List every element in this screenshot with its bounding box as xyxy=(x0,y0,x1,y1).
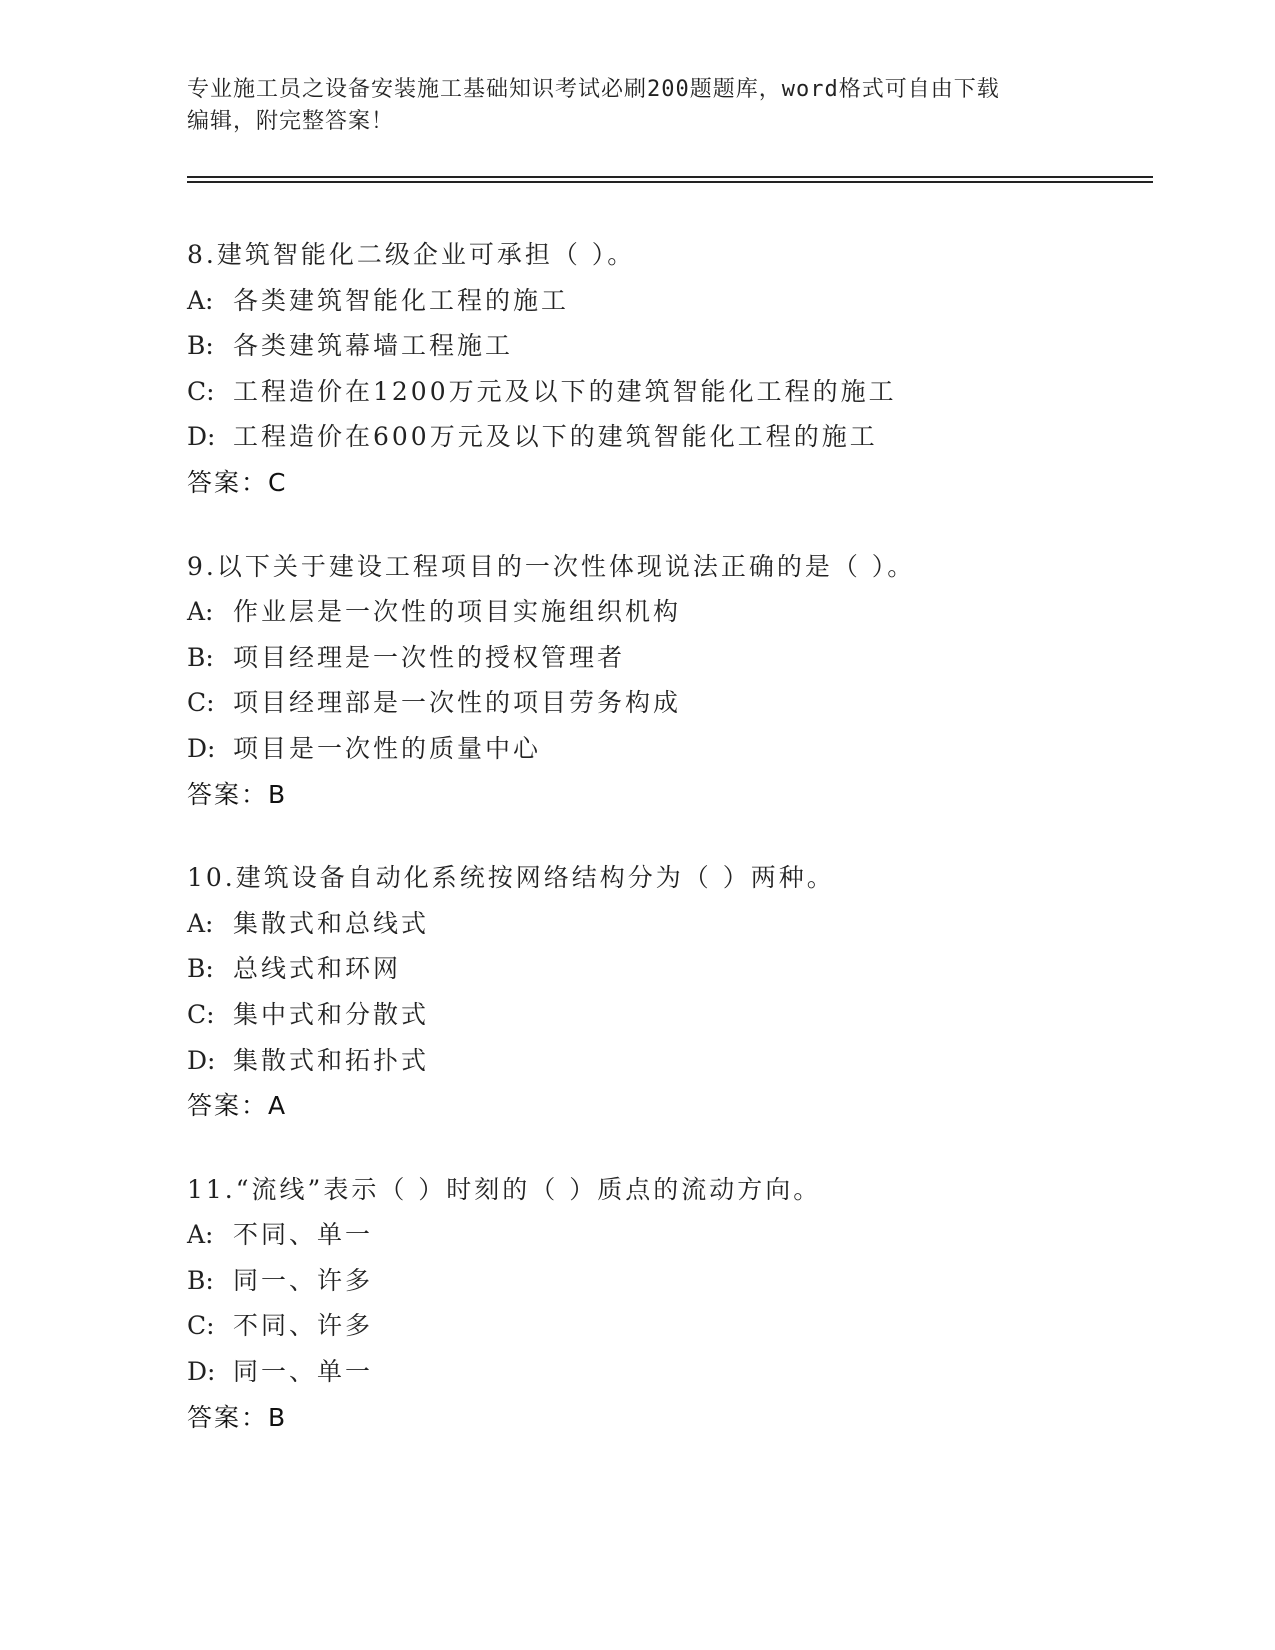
option-b xyxy=(187,946,1187,992)
question-stem: 10.建筑设备自动化系统按网络结构分为（ ）两种。 xyxy=(187,863,835,893)
header-divider-top xyxy=(187,176,1153,178)
option-c xyxy=(187,680,1187,726)
option-letter: A: xyxy=(187,285,214,315)
option-text: 同一、单一 xyxy=(233,1357,374,1387)
answer-line: 答案：B xyxy=(187,1402,288,1432)
option-letter: C: xyxy=(187,376,215,406)
option-c xyxy=(187,992,1187,1038)
question-stem: 9.以下关于建设工程项目的一次性体现说法正确的是（ ）。 xyxy=(187,551,916,581)
option-d xyxy=(187,1349,1187,1395)
option-text: 集散式和总线式 xyxy=(233,908,430,938)
option-text: 项目经理是一次性的授权管理者 xyxy=(233,642,626,672)
option-d xyxy=(187,726,1187,772)
question-list xyxy=(187,232,1187,1478)
header-title-line-1: 专业施工员之设备安装施工基础知识考试必刷200题题库，word格式可自由下载 xyxy=(187,77,1000,102)
question-item xyxy=(187,232,1187,506)
option-c xyxy=(187,369,1187,415)
answer-line: 答案：C xyxy=(187,467,288,497)
option-text: 集散式和拓扑式 xyxy=(233,1045,430,1075)
option-a xyxy=(187,278,1187,324)
answer-line: 答案：A xyxy=(187,1091,288,1121)
option-letter: D: xyxy=(187,1045,216,1075)
option-letter: A: xyxy=(187,597,214,627)
option-text: 工程造价在600万元及以下的建筑智能化工程的施工 xyxy=(233,422,878,452)
option-text: 项目经理部是一次性的项目劳务构成 xyxy=(233,688,682,718)
option-a xyxy=(187,589,1187,635)
question-stem: 8.建筑智能化二级企业可承担（ ）。 xyxy=(187,240,636,269)
option-b xyxy=(187,635,1187,681)
option-text: 不同、许多 xyxy=(233,1311,374,1341)
option-text: 集中式和分散式 xyxy=(233,999,430,1029)
question-stem: 11.“流线”表示（ ）时刻的（ ）质点的流动方向。 xyxy=(187,1174,822,1204)
header-title-line-2: 编辑，附完整答案！ xyxy=(187,109,395,134)
option-d xyxy=(187,1038,1187,1084)
option-text: 项目是一次性的质量中心 xyxy=(233,733,542,763)
option-letter: B: xyxy=(187,1265,214,1295)
option-text: 各类建筑智能化工程的施工 xyxy=(233,285,570,315)
header-divider-bottom xyxy=(187,181,1153,183)
option-letter: C: xyxy=(187,688,215,718)
document-header xyxy=(187,74,1087,138)
option-text: 工程造价在1200万元及以下的建筑智能化工程的施工 xyxy=(233,376,897,406)
option-text: 不同、单一 xyxy=(233,1220,374,1250)
option-letter: A: xyxy=(187,908,214,938)
option-text: 各类建筑幕墙工程施工 xyxy=(233,331,514,361)
option-letter: B: xyxy=(187,642,214,672)
option-a xyxy=(187,1212,1187,1258)
option-letter: B: xyxy=(187,331,214,361)
option-letter: B: xyxy=(187,954,214,984)
option-letter: D: xyxy=(187,733,216,763)
option-letter: A: xyxy=(187,1220,214,1250)
question-item xyxy=(187,544,1187,818)
option-text: 同一、许多 xyxy=(233,1265,374,1295)
option-text: 作业层是一次性的项目实施组织机构 xyxy=(233,597,682,627)
option-b xyxy=(187,323,1187,369)
option-letter: C: xyxy=(187,999,215,1029)
option-a xyxy=(187,901,1187,947)
option-d xyxy=(187,414,1187,460)
answer-line: 答案：B xyxy=(187,779,288,809)
question-item xyxy=(187,855,1187,1129)
option-c xyxy=(187,1303,1187,1349)
question-item xyxy=(187,1167,1187,1441)
option-b xyxy=(187,1258,1187,1304)
option-letter: C: xyxy=(187,1311,215,1341)
option-letter: D: xyxy=(187,422,216,452)
option-letter: D: xyxy=(187,1357,216,1387)
option-text: 总线式和环网 xyxy=(233,954,402,984)
